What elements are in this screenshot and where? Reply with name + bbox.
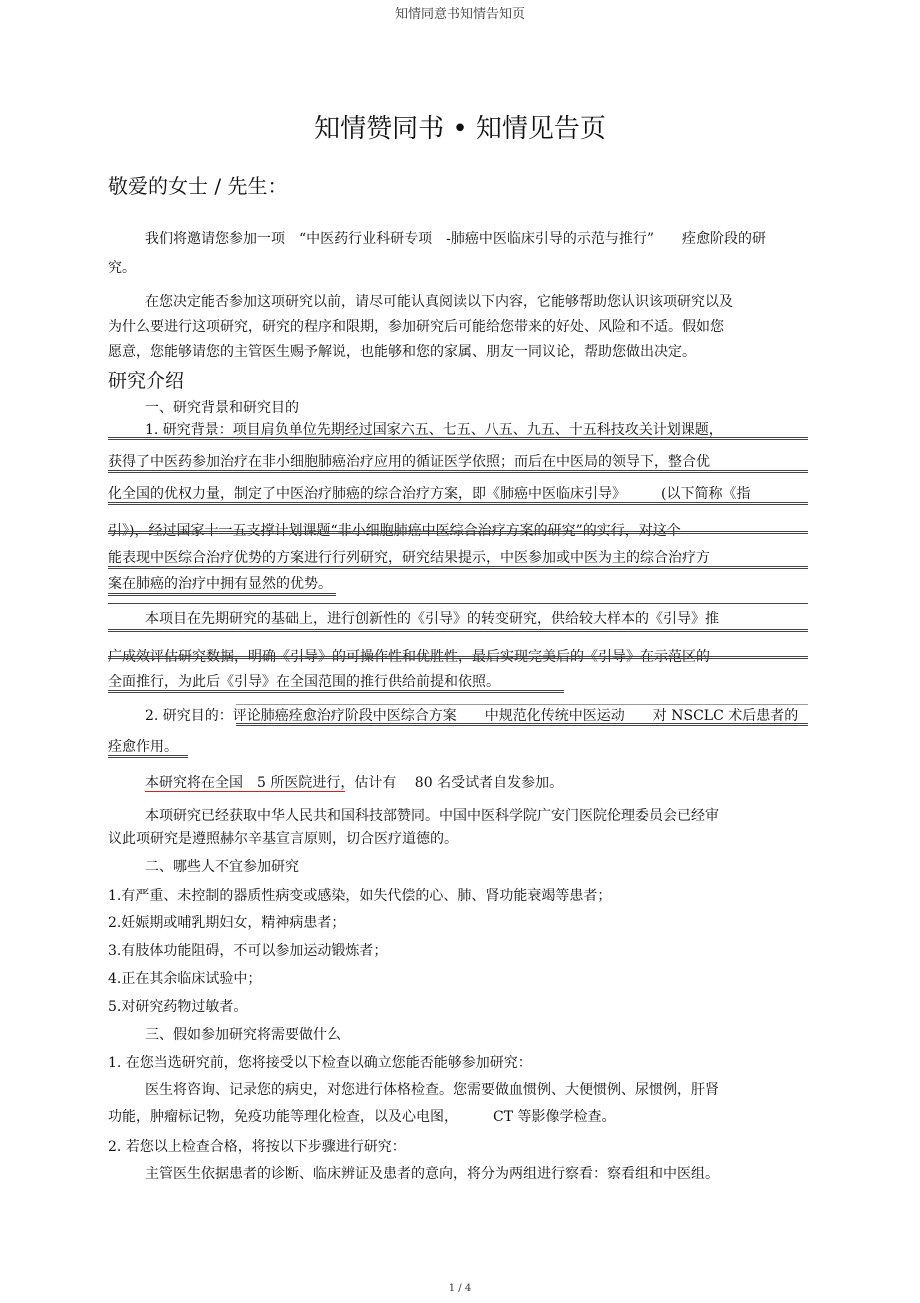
purpose-line-1: 2. 研究目的：评论肺癌痊愈治疗阶段中医综合方案 中规范化传统中医运动 对 NSCLC 术后患者的 bbox=[145, 708, 799, 724]
strikethrough-line bbox=[108, 656, 808, 659]
intro-line-2: 究。 bbox=[108, 260, 136, 276]
page-number: 1 / 4 bbox=[448, 1283, 472, 1294]
rule-line bbox=[108, 593, 336, 596]
rule-line bbox=[108, 502, 808, 505]
strikethrough-line bbox=[108, 531, 808, 534]
background-line-4: 引》)，经过国家十一五支撑计划课题“非小细胞肺癌中医综合治疗方案的研究”的实行，对这个 bbox=[108, 523, 681, 539]
exclusion-item: 3.有肢体功能阻碍，不可以参加运动锻炼者； bbox=[108, 943, 388, 959]
procedure-step-2: 2. 若您以上检查合格，将按以下步骤进行研究： bbox=[108, 1139, 406, 1155]
before-line-1: 在您决定能否参加这项研究以前，请尽可能认真阅读以下内容，它能够帮助您认识该项研究以及 bbox=[145, 294, 733, 310]
page-header: 知情同意书知情告知页 bbox=[394, 7, 525, 22]
rule-line bbox=[108, 603, 808, 604]
procedure-step-1: 1. 在您当选研究前，您将接受以下检查以确立您能否能够参加研究： bbox=[108, 1055, 532, 1071]
subheading-exclusion: 二、哪些人不宜参加研究 bbox=[145, 859, 299, 875]
purpose-line-2: 痊愈作用。 bbox=[108, 739, 178, 755]
ethics-line-1: 本项研究已经获取中华人民共和国科技部赞同。中国中医科学院广安门医院伦理委员会已经审 bbox=[145, 808, 719, 824]
background-line-2: 获得了中医药参加治疗在非小细胞肺癌治疗应用的循证医学依照；而后在中医局的领导下，整合优 bbox=[108, 454, 710, 470]
project-line-2: 广成效评估研究数据，明确《引导》的可操作性和优胜性，最后实现完美后的《引导》在示范区的 bbox=[108, 649, 710, 665]
rule-line bbox=[108, 437, 808, 440]
project-line-1: 本项目在先期研究的基础上，进行创新性的《引导》的转变研究，供给较大样本的《引导》推 bbox=[145, 611, 719, 627]
section-heading-study: 研究介绍 bbox=[108, 370, 185, 392]
subheading-procedure: 三、假如参加研究将需要做什么 bbox=[145, 1027, 341, 1043]
ethics-line-2: 议此项研究是遵照赫尔辛基宣言原则，切合医疗道德的。 bbox=[108, 831, 458, 847]
document-title: 知情赞同书 • 知情见告页 bbox=[314, 114, 606, 144]
rule-line bbox=[236, 723, 808, 726]
rule-line bbox=[236, 704, 808, 705]
project-line-3: 全面推行，为此后《引导》在全国范围的推行供给前提和依照。 bbox=[108, 674, 500, 690]
groups-line: 主管医生依据患者的诊断、临床辨证及患者的意向，将分为两组进行察看：察看组和中医组。 bbox=[145, 1166, 719, 1182]
before-line-2: 为什么要进行这项研究，研究的程序和限期，参加研究后可能给您带来的好处、风险和不适。假如您 bbox=[108, 319, 724, 335]
exclusion-item: 5.对研究药物过敏者。 bbox=[108, 999, 248, 1015]
subheading-background: 一、研究背景和研究目的 bbox=[145, 400, 299, 416]
background-line-3: 化全国的优权力量，制定了中医治疗肺癌的综合治疗方案，即《肺癌中医临床引导》 (以下简称《指 bbox=[108, 486, 751, 502]
exclusion-item: 4.正在其余临床试验中； bbox=[108, 971, 262, 987]
exclusion-item: 1.有严重、未控制的器质性病变或感染，如失代偿的心、肺、肾功能衰竭等患者； bbox=[108, 888, 612, 904]
exclusion-item: 2.妊娠期或哺乳期妇女，精神病患者； bbox=[108, 915, 346, 931]
before-line-3: 愿意，您能够请您的主管医生赐予解说，也能够和您的家属、朋友一同议论，帮助您做出决定。 bbox=[108, 344, 696, 360]
exam-line-1: 医生将咨询、记录您的病史，对您进行体格检查。您需要做血惯例、大便惯例、尿惯例，肝肾 bbox=[145, 1082, 719, 1098]
background-line-5: 能表现中医综合治疗优势的方案进行行列研究，研究结果提示，中医参加或中医为主的综合治疗方 bbox=[108, 550, 710, 566]
rule-line bbox=[108, 755, 188, 758]
rule-line bbox=[108, 566, 808, 569]
background-line-1: 1. 研究背景：项目肩负单位先期经过国家六五、七五、八五、九五、十五科技攻关计划课题， bbox=[145, 422, 723, 438]
intro-line-1: 我们将邀请您参加一项 “中医药行业科研专项 -肺癌中医临床引导的示范与推行” 痊愈阶段的研 bbox=[145, 231, 767, 247]
red-underline bbox=[145, 791, 345, 792]
rule-line bbox=[108, 629, 808, 632]
study-scale: 本研究将在全国 5 所医院进行，估计有 80 名受试者自发参加。 bbox=[145, 775, 564, 791]
rule-line bbox=[108, 470, 808, 473]
background-line-6: 案在肺癌的治疗中拥有显然的优势。 bbox=[108, 576, 332, 592]
exam-line-2: 功能，肿瘤标记物，免疫功能等理化检查，以及心电图， CT 等影像学检查。 bbox=[108, 1109, 616, 1125]
salutation: 敬爱的女士 / 先生： bbox=[108, 174, 288, 198]
rule-line bbox=[108, 690, 564, 693]
